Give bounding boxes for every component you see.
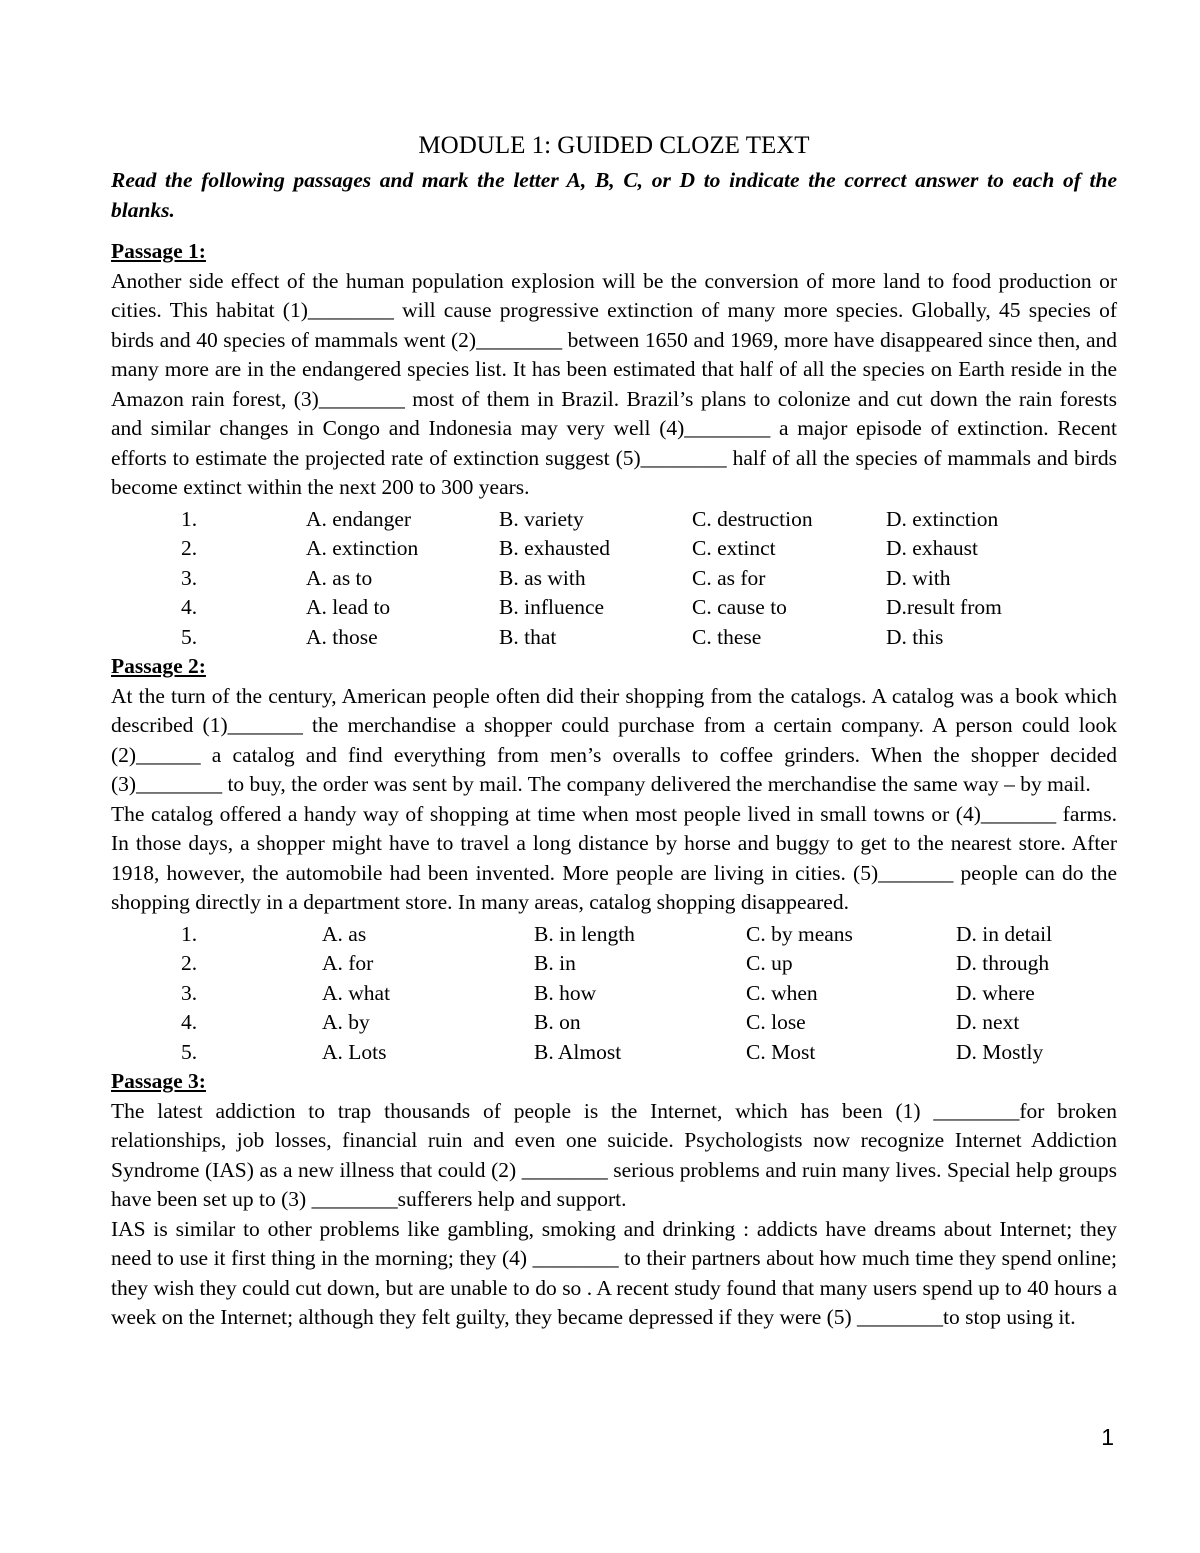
option-row — [111, 1008, 1052, 1038]
option-b: B. influence — [499, 595, 605, 619]
option-b: B. exhausted — [499, 536, 611, 560]
option-c: C. extinct — [692, 536, 776, 560]
option-a: A. for — [322, 951, 374, 975]
option-d: D. exhaust — [886, 536, 978, 560]
passage-paragraph: The latest addiction to trap thousands of people is the Internet, which has been (1) ________for broken relationships, job losses, financial ruin and even one suicide. Psychologists now recognize Internet Addiction Syndrome (IAS) as a new illness that could (2) ________ serious problems and ruin many lives. Special help groups have been set up to (3) ________sufferers help and support. — [111, 1098, 1117, 1211]
question-number: 3. — [181, 565, 198, 590]
passage-heading: Passage 1: — [111, 239, 206, 263]
option-d: D. where — [956, 980, 1035, 1005]
option-row — [111, 1038, 1052, 1068]
option-b: B. how — [534, 980, 597, 1005]
option-row — [111, 564, 1002, 594]
option-a: A. those — [306, 624, 378, 649]
option-c: C. when — [746, 980, 818, 1005]
document-page — [111, 128, 1117, 1333]
question-number: 2. — [181, 536, 198, 560]
passage-3 — [111, 1067, 1117, 1333]
option-c: C. cause to — [692, 595, 787, 619]
option-d: D. Mostly — [956, 1039, 1044, 1064]
passage-paragraph: IAS is similar to other problems like gambling, smoking and drinking : addicts have dreams about Internet; they need to use it first thing in the morning; they (4) ________ to their partners about how much time they spend online; they wish they could cut down, but are unable to do so . A recent study found that many users spend up to 40 hours a week on the Internet; although they felt guilty, they became depressed if they were (5) ________to stop using it. — [111, 1216, 1117, 1329]
option-row — [111, 505, 1002, 535]
option-c: C. lose — [746, 1010, 806, 1034]
question-number: 4. — [181, 1010, 198, 1034]
passage-2 — [111, 652, 1117, 1067]
option-b: B. as with — [499, 565, 586, 590]
option-a: A. what — [322, 980, 391, 1005]
page-number: 1 — [1101, 1424, 1114, 1450]
option-a: A. as — [322, 921, 367, 946]
option-c: C. these — [692, 624, 762, 649]
spacer — [111, 225, 1117, 237]
option-a: A. as to — [306, 565, 373, 590]
option-d: D. in detail — [956, 921, 1053, 946]
option-c: C. destruction — [692, 506, 813, 531]
option-c: C. by means — [746, 921, 853, 946]
option-b: B. in — [534, 951, 576, 975]
option-d: D. extinction — [886, 506, 999, 531]
question-number: 3. — [181, 980, 198, 1005]
option-a: A. endanger — [306, 506, 412, 531]
question-number: 5. — [181, 624, 198, 649]
passage-paragraph: The catalog offered a handy way of shopping at time when most people lived in small towns or (4)_______ farms. In those days, a shopper might have to travel a long distance by horse and buggy to get to the nearest store. After 1918, however, the automobile had been invented. More people are living in cities. (5)_______ people can do the shopping directly in a department store. In many areas, catalog shopping disappeared. — [111, 801, 1117, 914]
question-number: 1. — [181, 506, 198, 531]
option-c: C. Most — [746, 1039, 816, 1064]
option-c: C. up — [746, 951, 793, 975]
option-row — [111, 949, 1052, 979]
option-a: A. Lots — [322, 1039, 387, 1064]
option-row — [111, 534, 1002, 564]
option-row — [111, 593, 1002, 623]
option-row — [111, 979, 1052, 1009]
option-b: B. on — [534, 1010, 581, 1034]
question-number: 1. — [181, 921, 198, 946]
passage-1 — [111, 237, 1117, 652]
option-d: D. with — [886, 565, 951, 590]
option-a: A. by — [322, 1010, 370, 1034]
option-b: B. variety — [499, 506, 584, 531]
option-d: D. through — [956, 951, 1050, 975]
option-d: D. next — [956, 1010, 1020, 1034]
option-b: B. Almost — [534, 1039, 622, 1064]
option-c: C. as for — [692, 565, 766, 590]
option-row — [111, 623, 1002, 653]
option-row — [111, 920, 1052, 950]
question-number: 4. — [181, 595, 198, 619]
passage-heading: Passage 3: — [111, 1069, 206, 1093]
option-a: A. lead to — [306, 595, 391, 619]
question-number: 2. — [181, 951, 198, 975]
passage-paragraph: At the turn of the century, American people often did their shopping from the catalogs. A catalog was a book which described (1)_______ the merchandise a shopper could purchase from a certain company. A person could look (2)______ a catalog and find everything from men’s overalls to coffee grinders. When the shopper decided (3)________ to buy, the order was sent by mail. The company delivered the merchandise the same way – by mail. — [111, 683, 1117, 796]
option-d: D. this — [886, 624, 944, 649]
passage-heading: Passage 2: — [111, 654, 206, 678]
option-b: B. that — [499, 624, 557, 649]
option-b: B. in length — [534, 921, 635, 946]
page-title: MODULE 1: GUIDED CLOZE TEXT — [418, 132, 810, 159]
option-d: D.result from — [886, 595, 1002, 619]
passage-paragraph: Another side effect of the human population explosion will be the conversion of more land to food production or cities. This habitat (1)________ will cause progressive extinction of many more species. Globally, 45 species of birds and 40 species of mammals went (2)________ between 1650 and 1969, more have disappeared since then, and many more are in the endangered species list. It has been estimated that half of all the species on Earth reside in the Amazon rain forest, (3)________ most of them in Brazil. Brazil’s plans to colonize and cut down the rain forests and similar changes in Congo and Indonesia may very well (4)________ a major episode of extinction. Recent efforts to estimate the projected rate of extinction suggest (5)________ half of all the species of mammals and birds become extinct within the next 200 to 300 years. — [111, 268, 1117, 499]
question-number: 5. — [181, 1039, 198, 1064]
option-a: A. extinction — [306, 536, 419, 560]
instruction-text: Read the following passages and mark the letter A, B, C, or D to indicate the correct answer to each of the blanks. — [111, 168, 1117, 222]
options-table — [111, 920, 1052, 1068]
options-table — [111, 505, 1002, 653]
